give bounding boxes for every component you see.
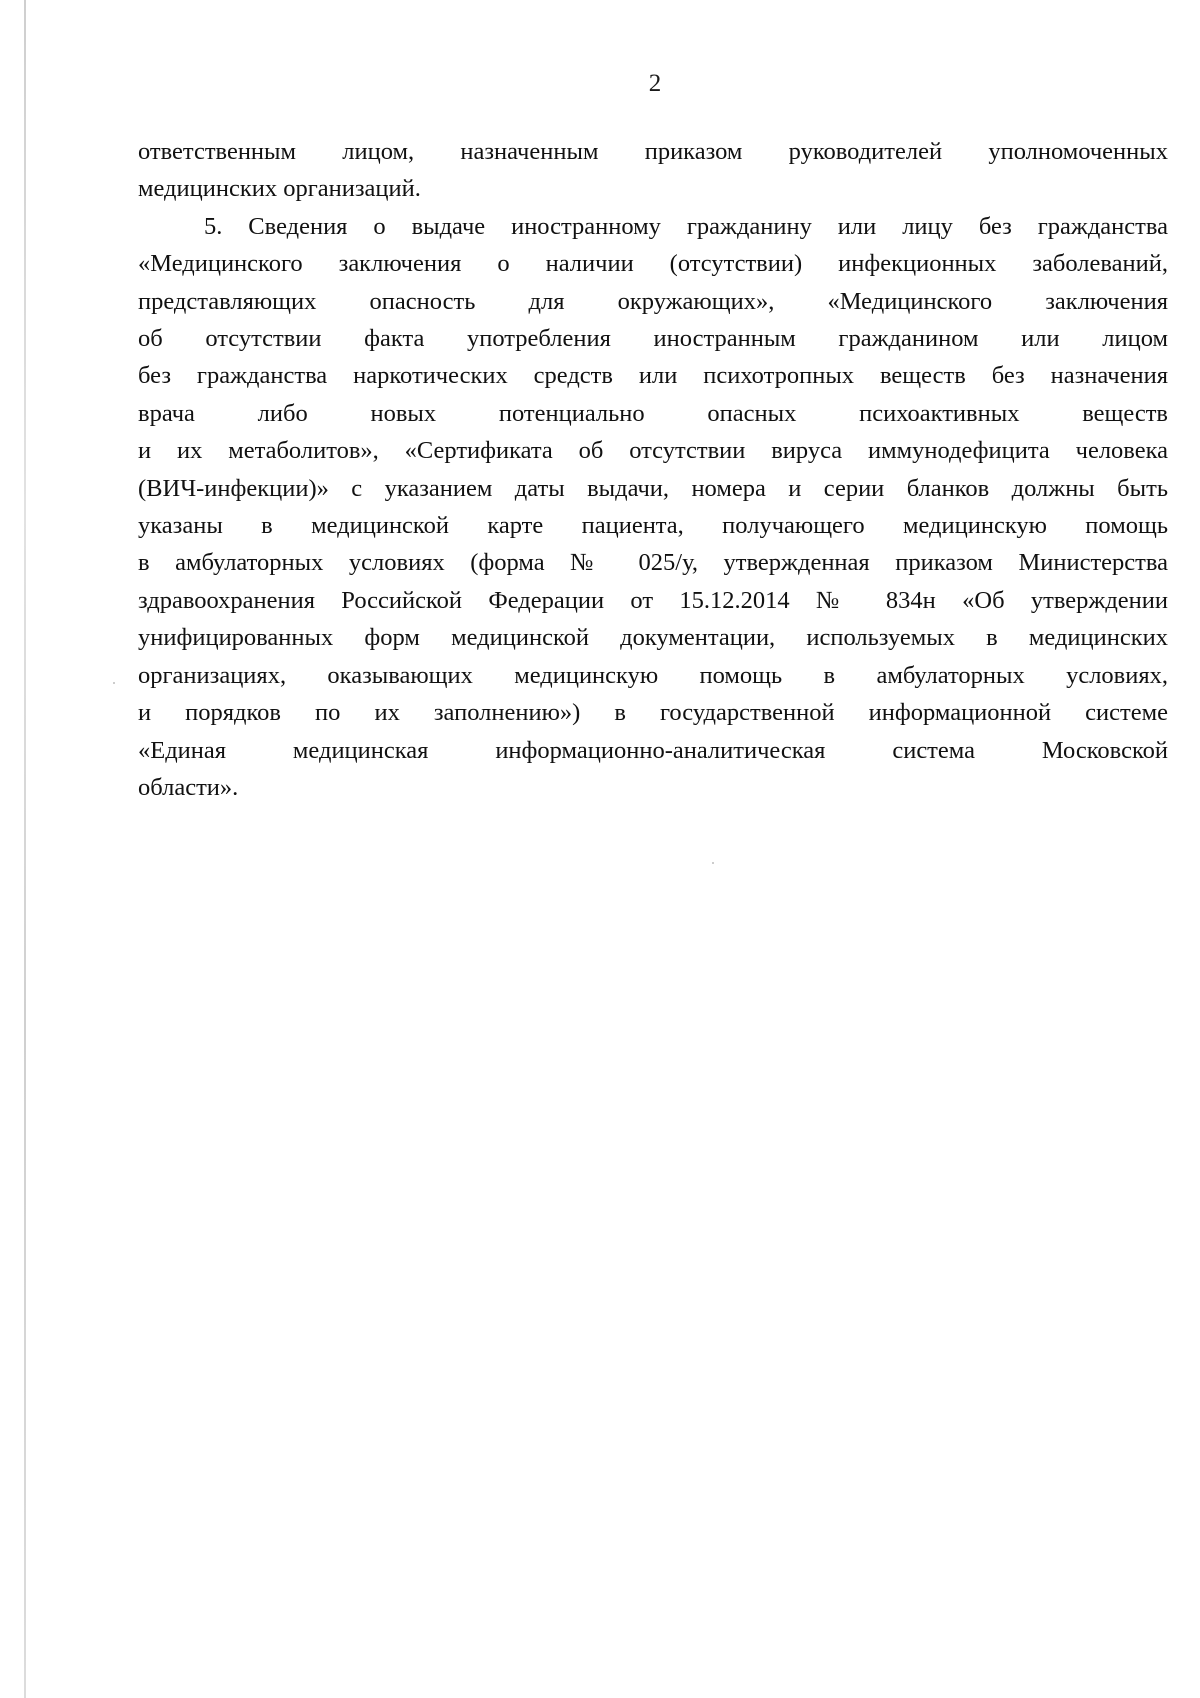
text-line: унифицированных форм медицинской документации, используемых в медицинских [138,624,1168,652]
text-line: 5. Сведения о выдаче иностранному гражданину или лицу без гражданства [204,212,1168,240]
paragraph [138,208,1168,807]
scan-speck [712,862,714,864]
document-body [138,133,1168,806]
text-line: об отсутствии факта употребления иностранным гражданином или лицом [138,325,1168,353]
text-line: и их метаболитов», «Сертификата об отсутствии вируса иммунодефицита человека [138,437,1168,465]
scan-left-edge [24,0,26,1698]
text-line: указаны в медицинской карте пациента, получающего медицинскую помощь [138,512,1168,540]
text-line: области». [138,773,239,801]
text-line: врача либо новых потенциально опасных психоактивных веществ [138,399,1168,427]
text-line: ответственным лицом, назначенным приказом руководителей уполномоченных [138,138,1168,165]
text-line: без гражданства наркотических средств или психотропных веществ без назначения [138,362,1168,390]
text-line: медицинских организаций. [138,175,421,203]
text-line: здравоохранения Российской Федерации от 15.12.2014 № 834н «Об утверждении [138,586,1168,614]
text-line: «Медицинского заключения о наличии (отсутствии) инфекционных заболеваний, [138,250,1168,278]
text-line: и порядков по их заполнению») в государственной информационной системе [138,699,1168,727]
text-line: «Единая медицинская информационно-аналитическая система Московской [138,736,1168,764]
page-number: 2 [648,70,662,97]
text-line: (ВИЧ-инфекции)» с указанием даты выдачи, номера и серии бланков должны быть [138,474,1168,502]
text-line: представляющих опасность для окружающих», «Медицинского заключения [138,287,1168,315]
text-line: в амбулаторных условиях (форма № 025/у, утвержденная приказом Министерства [138,549,1168,577]
scan-speck [113,682,115,684]
text-line: организациях, оказывающих медицинскую помощь в амбулаторных условиях, [138,661,1168,689]
paragraph [138,133,1168,208]
